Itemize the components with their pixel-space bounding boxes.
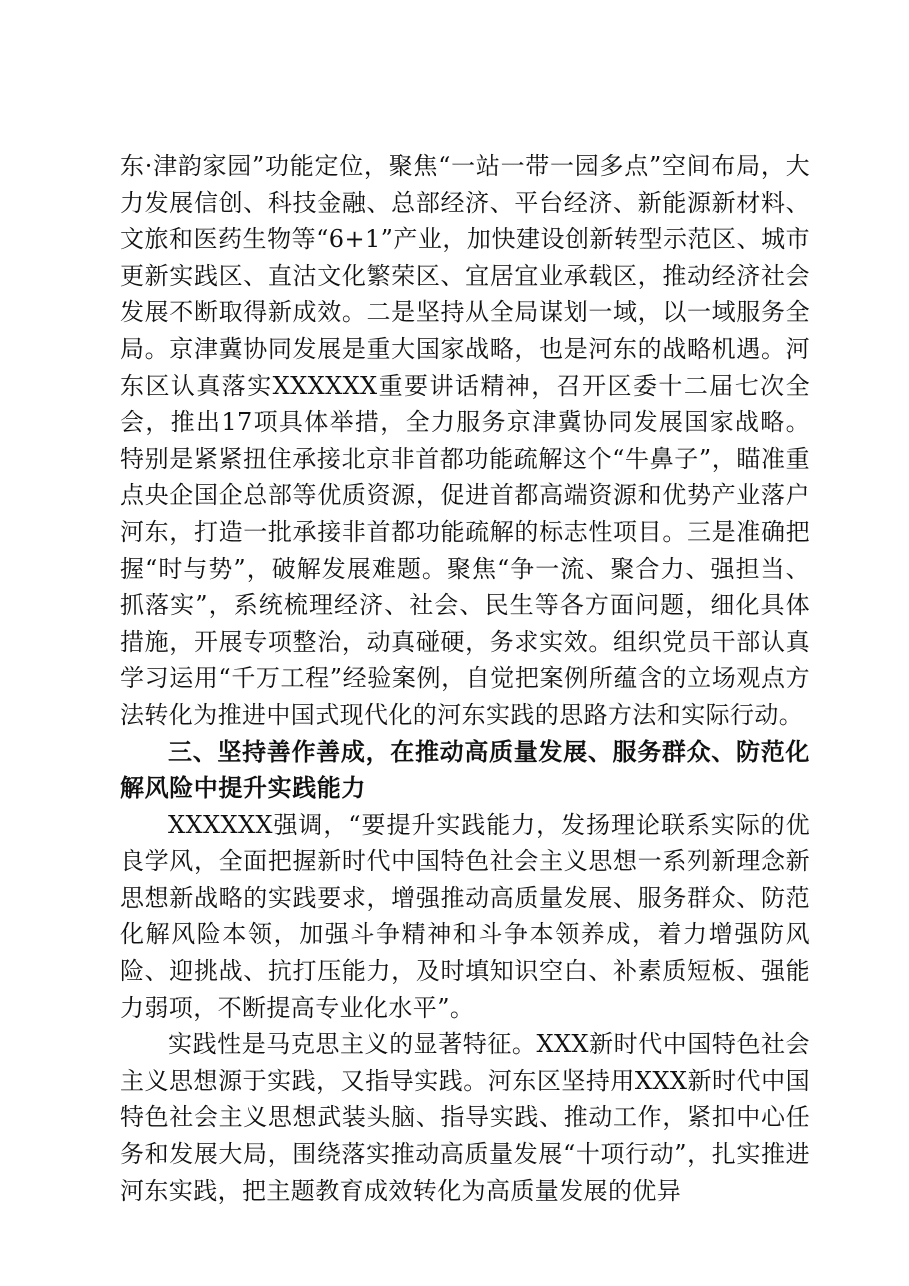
body-paragraph-quote: XXXXXX强调，“要提升实践能力，发扬理论联系实际的优良学风，全面把握新时代中国特色社会主义思想一系列新理念新思想新战略的实践要求，增强推动高质量发展、服务群众、防范化解风险本领，加强斗争精神和斗争本领养成，着力增强防风险、迎挑战、抗打压能力，及时填知识空白、补素质短板、强能力弱项，不断提高专业化水平”。 [120, 810, 810, 1022]
body-paragraph-practice: 实践性是马克思主义的显著特征。XXX新时代中国特色社会主义思想源于实践，又指导实践。河东区坚持用XXX新时代中国特色社会主义思想武装头脑、指导实践、推动工作，紧扣中心任务和发展大局，围绕落实推动高质量发展“十项行动”，扎实推进河东实践，把主题教育成效转化为高质量发展的优异 [120, 1030, 810, 1205]
body-paragraph-continued: 东·津韵家园”功能定位，聚焦“一站一带一园多点”空间布局，大力发展信创、科技金融、总部经济、平台经济、新能源新材料、文旅和医药生物等“6+1”产业，加快建设创新转型示范区、城市更新实践区、直沽文化繁荣区、宜居宜业承载区，推动经济社会发展不断取得新成效。二是坚持从全局谋划一域，以一域服务全局。京津冀协同发展是重大国家战略，也是河东的战略机遇。河东区认真落实XXXXXX重要讲话精神，召开区委十二届七次全会，推出17项具体举措，全力服务京津冀协同发展国家战略。特别是紧紧扭住承接北京非首都功能疏解这个“牛鼻子”，瞄准重点央企国企总部等优质资源，促进首都高端资源和优势产业落户河东，打造一批承接非首都功能疏解的标志性项目。三是准确把握“时与势”，破解发展难题。聚焦“争一流、聚合力、强担当、抓落实”，系统梳理经济、社会、民生等各方面问题，细化具体措施，开展专项整治，动真碰硬，务求实效。组织党员干部认真学习运用“千万工程”经验案例，自觉把案例所蕴含的立场观点方法转化为推进中国式现代化的河东实践的思路方法和实际行动。 [120, 152, 810, 729]
section-heading-3: 三、坚持善作善成，在推动高质量发展、服务群众、防范化解风险中提升实践能力 [120, 737, 810, 803]
document-body [120, 148, 810, 1209]
